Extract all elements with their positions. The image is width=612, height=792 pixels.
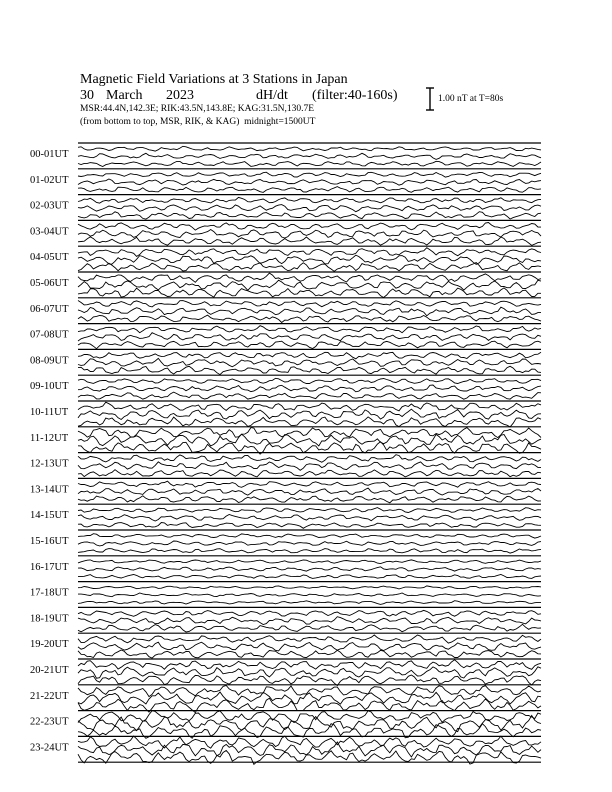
row-label-13-14ut: 13-14UT	[30, 484, 69, 496]
trace-kag-16-17ut	[78, 560, 541, 564]
row-label-10-11ut: 10-11UT	[30, 407, 69, 418]
trace-kag-20-21ut	[78, 660, 541, 670]
scale-bar-label: 1.00 nT at T=80s	[438, 94, 504, 104]
row-label-19-20ut: 19-20UT	[30, 639, 69, 651]
trace-kag-04-05ut	[78, 248, 541, 257]
row-label-05-06ut: 05-06UT	[30, 278, 69, 289]
trace-kag-02-03ut	[78, 197, 541, 203]
trace-msr-16-17ut	[78, 575, 541, 579]
trace-msr-17-18ut	[78, 601, 541, 605]
trace-rik-09-10ut	[78, 385, 541, 392]
trace-kag-12-13ut	[78, 455, 541, 463]
row-label-00-01ut: 00-01UT	[30, 149, 69, 160]
quantity-label: dH/dt	[256, 88, 288, 103]
trace-rik-16-17ut	[78, 567, 541, 571]
trace-msr-14-15ut	[78, 523, 541, 529]
trace-kag-08-09ut	[78, 352, 541, 359]
trace-kag-11-12ut	[78, 428, 541, 438]
row-label-23-24ut: 23-24UT	[30, 742, 69, 754]
trace-kag-01-02ut	[78, 172, 541, 177]
row-label-14-15ut: 14-15UT	[30, 510, 69, 522]
trace-msr-18-19ut	[78, 624, 541, 632]
trace-msr-08-09ut	[78, 366, 541, 374]
row-label-08-09ut: 08-09UT	[30, 355, 69, 367]
trace-kag-00-01ut	[78, 146, 541, 151]
trace-msr-12-13ut	[78, 470, 541, 477]
scale-bar	[426, 88, 434, 110]
date-day: 30	[80, 88, 94, 103]
trace-rik-20-21ut	[78, 667, 541, 678]
trace-kag-07-08ut	[78, 326, 541, 333]
trace-rik-22-23ut	[78, 716, 541, 732]
trace-kag-14-15ut	[78, 508, 541, 513]
trace-rik-14-15ut	[78, 515, 541, 522]
row-label-09-10ut: 09-10UT	[30, 381, 69, 393]
trace-kag-22-23ut	[78, 711, 541, 723]
row-label-04-05ut: 04-05UT	[30, 252, 69, 264]
trace-msr-20-21ut	[78, 675, 541, 686]
row-label-17-18ut: 17-18UT	[30, 587, 69, 599]
trace-rik-02-03ut	[78, 205, 541, 212]
trace-msr-19-20ut	[78, 650, 541, 658]
trace-rik-12-13ut	[78, 462, 541, 470]
trace-rik-17-18ut	[78, 593, 541, 597]
trace-rik-07-08ut	[78, 333, 541, 341]
trace-rik-03-04ut	[78, 230, 541, 239]
trace-msr-15-16ut	[78, 549, 541, 554]
trace-rik-05-06ut	[78, 280, 541, 290]
trace-rik-19-20ut	[78, 642, 541, 651]
chart-title: Magnetic Field Variations at 3 Stations in Japan	[80, 72, 348, 87]
trace-msr-07-08ut	[78, 341, 541, 349]
row-label-07-08ut: 07-08UT	[30, 329, 69, 341]
row-label-01-02ut: 01-02UT	[30, 174, 69, 186]
trace-kag-13-14ut	[78, 481, 541, 487]
trace-kag-19-20ut	[78, 635, 541, 643]
trace-msr-09-10ut	[78, 392, 541, 399]
trace-msr-13-14ut	[78, 496, 541, 503]
trace-kag-10-11ut	[78, 402, 541, 411]
trace-kag-03-04ut	[78, 223, 541, 231]
row-label-16-17ut: 16-17UT	[30, 561, 69, 573]
row-label-06-07ut: 06-07UT	[30, 303, 69, 315]
trace-rik-13-14ut	[78, 488, 541, 495]
trace-rik-18-19ut	[78, 617, 541, 625]
row-label-22-23ut: 22-23UT	[30, 716, 69, 728]
row-label-15-16ut: 15-16UT	[30, 536, 69, 547]
trace-kag-15-16ut	[78, 534, 541, 538]
trace-msr-03-04ut	[78, 237, 541, 246]
row-label-03-04ut: 03-04UT	[30, 226, 69, 238]
trace-msr-01-02ut	[78, 187, 541, 193]
trace-kag-18-19ut	[78, 610, 541, 616]
trace-kag-06-07ut	[78, 301, 541, 307]
row-label-18-19ut: 18-19UT	[30, 613, 69, 625]
midnight-note: midnight=1500UT	[244, 117, 316, 127]
trace-rik-11-12ut	[78, 434, 541, 446]
trace-rik-00-01ut	[78, 153, 541, 159]
stations-info: MSR:44.4N,142.3E; RIK:43.5N,143.8E; KAG:31.5N,130.7E	[80, 104, 315, 114]
row-label-12-13ut: 12-13UT	[30, 458, 69, 470]
trace-kag-05-06ut	[78, 273, 541, 282]
date-month: March	[106, 88, 143, 103]
trace-msr-02-03ut	[78, 212, 541, 219]
row-label-02-03ut: 02-03UT	[30, 200, 69, 212]
row-label-11-12ut: 11-12UT	[30, 432, 69, 444]
trace-kag-17-18ut	[78, 586, 541, 589]
filter-label: (filter:40-160s)	[312, 88, 398, 103]
trace-kag-21-22ut	[78, 686, 541, 697]
trace-kag-09-10ut	[78, 378, 541, 383]
trace-rik-06-07ut	[78, 307, 541, 316]
trace-rik-10-11ut	[78, 409, 541, 419]
trace-msr-04-05ut	[78, 263, 541, 272]
trace-msr-10-11ut	[78, 417, 541, 427]
order-note: (from bottom to top, MSR, RIK, & KAG)	[80, 117, 240, 127]
trace-rik-01-02ut	[78, 179, 541, 185]
trace-rik-08-09ut	[78, 358, 541, 366]
row-label-20-21ut: 20-21UT	[30, 665, 69, 676]
trace-rik-15-16ut	[78, 541, 541, 546]
date-year: 2023	[166, 88, 194, 103]
trace-msr-06-07ut	[78, 315, 541, 322]
trace-msr-00-01ut	[78, 161, 541, 166]
trace-rik-04-05ut	[78, 255, 541, 264]
row-label-21-22ut: 21-22UT	[30, 690, 69, 702]
